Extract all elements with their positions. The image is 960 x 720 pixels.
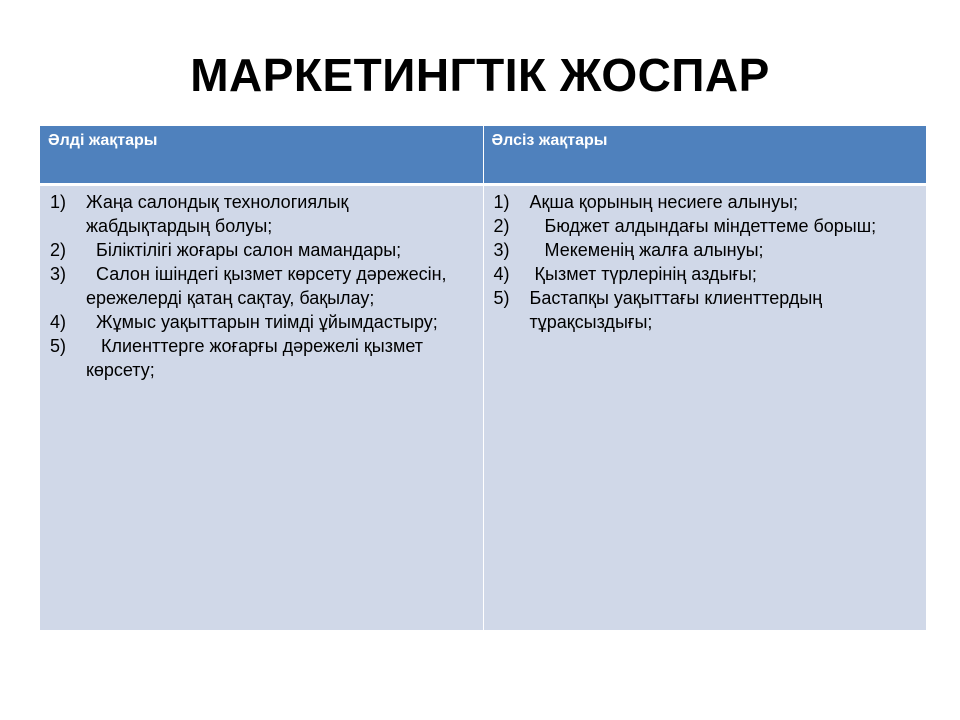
- item-number: 5): [50, 335, 67, 356]
- weaknesses-cell: [483, 184, 926, 630]
- item-text: Ақша қорының несиеге алынуы;: [529, 191, 799, 212]
- weaknesses-list: [494, 190, 917, 334]
- list-item: [494, 238, 917, 262]
- item-text: Біліктілігі жоғары салон мамандары;: [86, 239, 402, 260]
- item-text: Жұмыс уақыттарын тиімді ұйымдастыру;: [86, 311, 438, 332]
- item-text: Мекеменің жалға алынуы;: [529, 239, 764, 260]
- item-number: 2): [493, 215, 510, 236]
- strengths-weaknesses-table: [40, 126, 926, 630]
- strengths-list: [50, 190, 473, 382]
- item-number: 1): [493, 191, 510, 212]
- list-item: [494, 214, 917, 238]
- item-number: 4): [493, 263, 510, 284]
- list-item: [50, 310, 473, 334]
- item-text: Бастапқы уақыттағы клиенттердың тұрақсыздығы;: [529, 287, 828, 332]
- list-item: [50, 262, 473, 310]
- item-number: 2): [50, 239, 67, 260]
- list-item: [494, 286, 917, 334]
- item-text: Қызмет түрлерінің аздығы;: [529, 263, 757, 284]
- item-text: Бюджет алдындағы міндеттеме борыш;: [529, 215, 877, 236]
- slide-title: МАРКЕТИНГТІК ЖОСПАР: [190, 49, 770, 101]
- strengths-cell: [40, 184, 483, 630]
- table-header-row: [40, 126, 926, 184]
- item-number: 1): [50, 191, 67, 212]
- item-number: 5): [493, 287, 510, 308]
- weaknesses-header: Әлсіз жақтары: [483, 126, 926, 184]
- list-item: [494, 190, 917, 214]
- item-number: 4): [50, 311, 67, 332]
- list-item: [50, 190, 473, 238]
- item-text: Клиенттерге жоғарғы дәрежелі қызмет көрсету;: [86, 335, 429, 380]
- item-text: Жаңа салондық технологиялық жабдықтардың болуы;: [86, 191, 354, 236]
- list-item: [50, 238, 473, 262]
- strengths-header: Әлді жақтары: [40, 126, 483, 184]
- list-item: [50, 334, 473, 382]
- item-number: 3): [493, 239, 510, 260]
- list-item: [494, 262, 917, 286]
- table-body-row: [40, 184, 926, 630]
- item-text: Салон ішіндегі қызмет көрсету дәрежесін, ережелерді қатаң сақтау, бақылау;: [86, 263, 452, 308]
- item-number: 3): [50, 263, 67, 284]
